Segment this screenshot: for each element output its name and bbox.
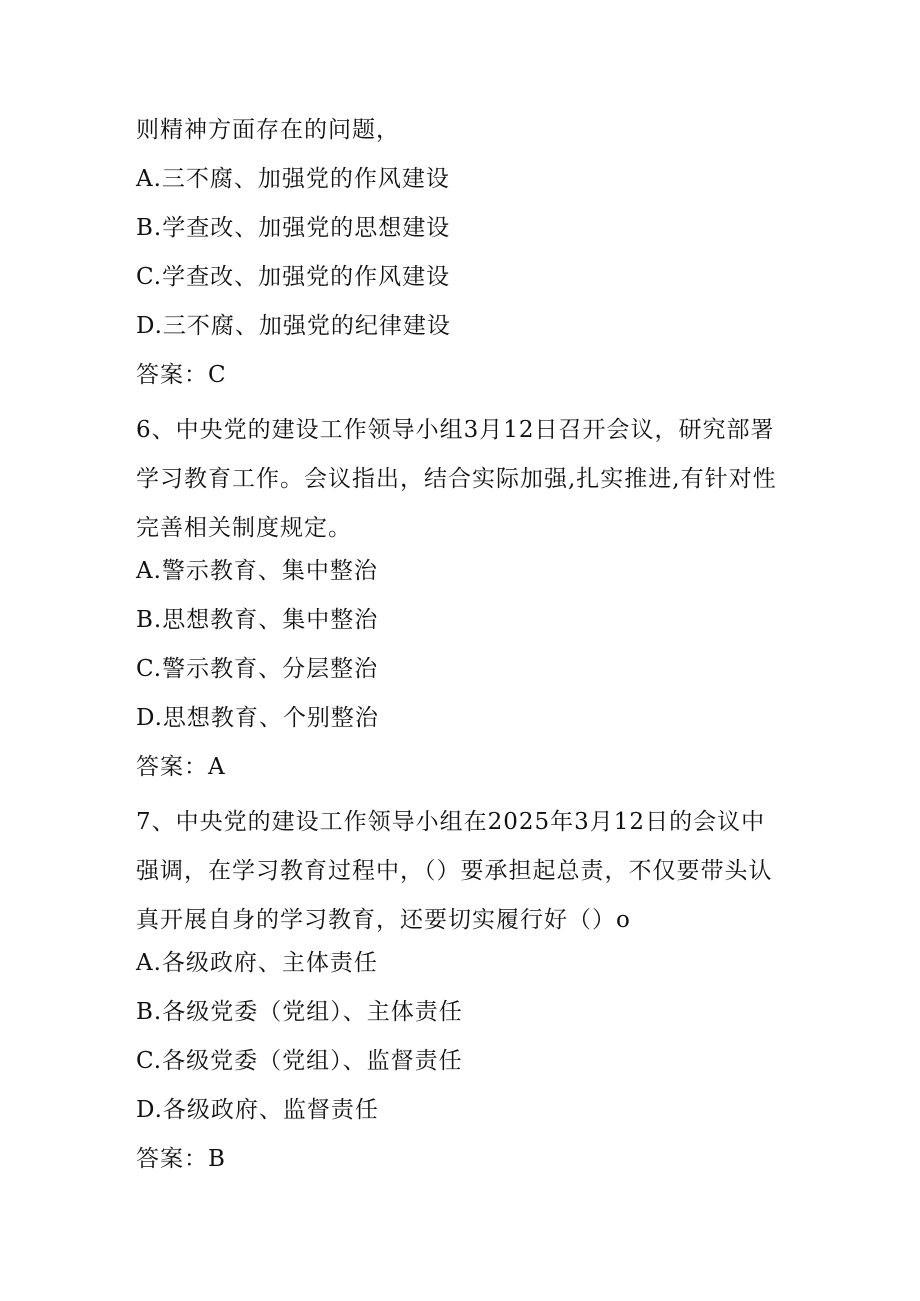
option-c: C.警示教育、分层整治 bbox=[136, 656, 379, 682]
answer: 答案：A bbox=[136, 754, 226, 780]
answer: 答案：C bbox=[136, 362, 227, 388]
option-c: C.各级党委（党组）、监督责任 bbox=[136, 1048, 463, 1074]
option-d: D.各级政府、监督责任 bbox=[136, 1097, 379, 1123]
option-a: A.各级政府、主体责任 bbox=[136, 950, 378, 976]
question-fragment: 则精神方面存在的问题， bbox=[136, 117, 400, 143]
document-body bbox=[136, 112, 786, 1190]
option-b: B.思想教育、集中整治 bbox=[136, 607, 379, 633]
question-7-text: 7、中央党的建设工作领导小组在2025年3月12日的会议中强调，在学习教育过程中，（）要承担起总责，不仅要带头认真开展自身的学习教育，还要切实履行好（）o bbox=[136, 809, 773, 933]
option-c: C.学查改、加强党的作风建设 bbox=[136, 264, 451, 290]
option-d: D.三不腐、加强党的纪律建设 bbox=[136, 313, 451, 339]
option-a: A.三不腐、加强党的作风建设 bbox=[136, 166, 450, 192]
option-b: B.各级党委（党组）、主体责任 bbox=[136, 999, 463, 1025]
question-6-text: 6、中央党的建设工作领导小组3月12日召开会议，研究部署学习教育工作。会议指出，结合实际加强,扎实推进,有针对性完善相关制度规定。 bbox=[136, 417, 777, 541]
option-b: B.学查改、加强党的思想建设 bbox=[136, 215, 451, 241]
answer: 答案：B bbox=[136, 1146, 226, 1172]
option-d: D.思想教育、个别整治 bbox=[136, 705, 379, 731]
option-a: A.警示教育、集中整治 bbox=[136, 558, 378, 584]
